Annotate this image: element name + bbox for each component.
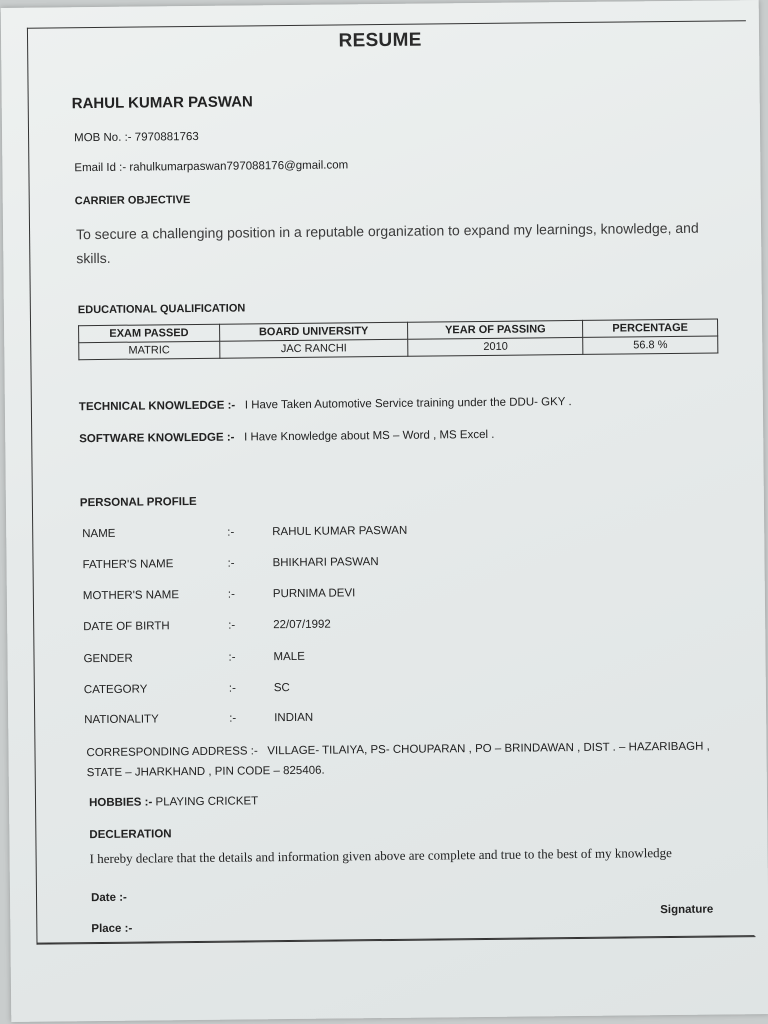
field-separator: :- xyxy=(227,588,235,601)
candidate-name: RAHUL KUMAR PASWAN xyxy=(71,93,253,113)
field-separator: :- xyxy=(227,557,235,570)
address-label: CORRESPONDING ADDRESS :- xyxy=(86,745,258,760)
field-value: INDIAN xyxy=(274,711,314,725)
address-line-2: STATE – JHARKHAND , PIN CODE – 825406. xyxy=(86,764,325,780)
field-separator: :- xyxy=(228,682,236,695)
field-separator: :- xyxy=(228,651,236,664)
field-label: NAME xyxy=(82,527,116,541)
table-header-cell: BOARD UNIVERSITY xyxy=(219,322,408,341)
table-cell: 56.8 % xyxy=(583,336,718,354)
resume-sheet xyxy=(1,0,768,1022)
software-value: I Have Knowledge about MS – Word , MS Excel . xyxy=(244,428,495,444)
field-label: GENDER xyxy=(83,652,133,666)
field-label: CATEGORY xyxy=(83,683,148,697)
field-value: 22/07/1992 xyxy=(273,618,331,632)
field-label: NATIONALITY xyxy=(84,713,159,727)
hobbies xyxy=(89,795,258,809)
email-address: Email Id :- rahulkumarpaswan797088176@gmail.com xyxy=(74,159,349,175)
field-value: RAHUL KUMAR PASWAN xyxy=(272,524,408,539)
table-cell: MATRIC xyxy=(79,341,220,359)
table-cell: 2010 xyxy=(408,337,583,356)
objective-heading: CARRIER OBJECTIVE xyxy=(74,194,191,208)
declaration-text: I hereby declare that the details and information given above are complete and true to the best of my knowledge xyxy=(89,845,672,867)
signature-label: Signature xyxy=(660,903,714,917)
field-separator: :- xyxy=(228,619,236,632)
field-label: MOTHER'S NAME xyxy=(82,589,180,603)
field-value: BHIKHARI PASWAN xyxy=(272,556,379,570)
address-line-1: VILLAGE- TILAIYA, PS- CHOUPARAN , PO – BRINDAWAN , DIST . – HAZARIBAGH , xyxy=(267,740,710,758)
date-label: Date :- xyxy=(90,891,127,905)
corresponding-address xyxy=(86,736,736,783)
technical-value: I Have Taken Automotive Service training under the DDU- GKY . xyxy=(244,396,572,412)
personal-profile-heading: PERSONAL PROFILE xyxy=(79,495,197,510)
hobbies-label: HOBBIES :- xyxy=(88,796,153,810)
table-cell: JAC RANCHI xyxy=(219,339,408,358)
declaration-heading: DECLERATION xyxy=(89,828,172,842)
education-table xyxy=(78,319,718,361)
field-label: FATHER'S NAME xyxy=(82,558,174,572)
field-separator: :- xyxy=(229,712,237,725)
field-value: PURNIMA DEVI xyxy=(272,587,356,601)
field-value: MALE xyxy=(273,650,305,664)
table-header-cell: EXAM PASSED xyxy=(79,324,220,342)
field-label: DATE OF BIRTH xyxy=(83,620,170,634)
objective-text: To secure a challenging position in a reputable organization to expand my learnings, knowledge, and skills. xyxy=(76,219,699,267)
education-heading: EDUCATIONAL QUALIFICATION xyxy=(77,302,246,317)
field-value: SC xyxy=(273,682,290,695)
mobile-number: MOB No. :- 7970881763 xyxy=(74,130,199,145)
software-label: SOFTWARE KNOWLEDGE :- xyxy=(79,431,235,446)
hobbies-value: PLAYING CRICKET xyxy=(155,795,259,809)
field-separator: :- xyxy=(227,526,235,539)
table-header-cell: PERCENTAGE xyxy=(583,319,718,337)
page-title: RESUME xyxy=(338,29,422,52)
table-header-cell: YEAR OF PASSING xyxy=(408,320,583,339)
technical-label: TECHNICAL KNOWLEDGE :- xyxy=(78,399,236,414)
place-label: Place :- xyxy=(91,922,133,936)
